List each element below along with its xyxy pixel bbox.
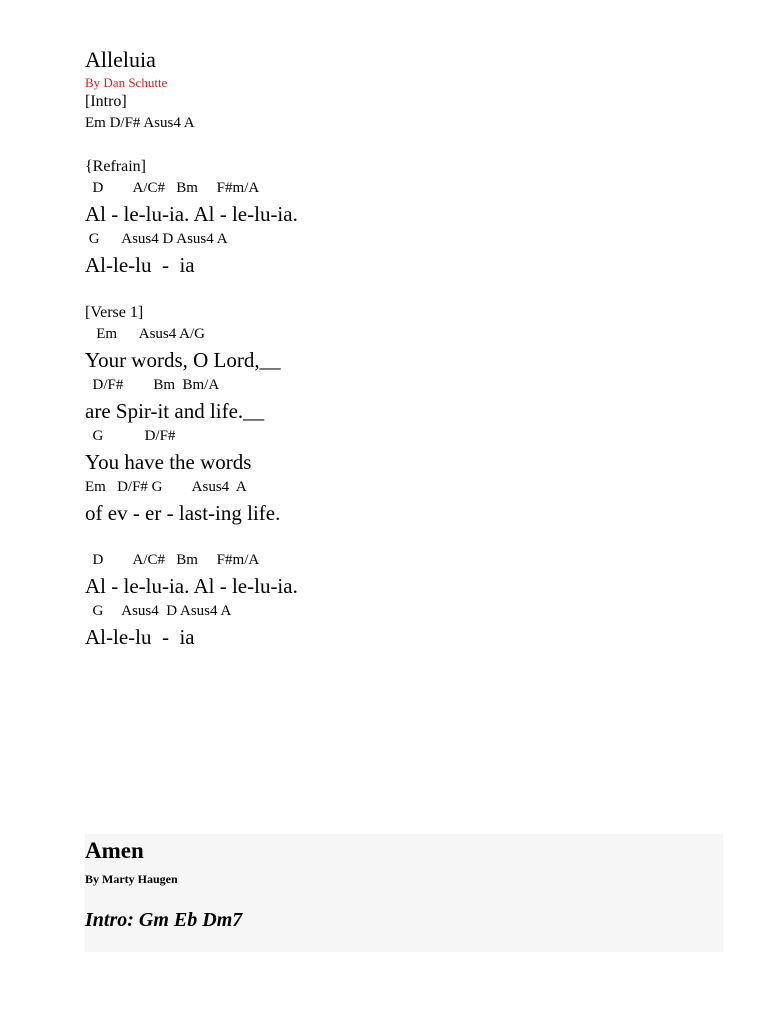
intro-label: [Intro] bbox=[85, 93, 127, 110]
refrain-chord-line: G Asus4 D Asus4 A bbox=[85, 231, 228, 247]
refrain-repeat-lyric-line: Al - le-lu-ia. Al - le-lu-ia. bbox=[85, 574, 298, 598]
section-gap bbox=[85, 280, 725, 302]
amen-author: By Marty Haugen bbox=[85, 872, 178, 886]
amen-intro-chords: Intro: Gm Eb Dm7 bbox=[85, 909, 243, 931]
verse-lyric-line: are Spir-it and life.__ bbox=[85, 399, 265, 423]
verse-lyric-line: You have the words bbox=[85, 450, 252, 474]
refrain-repeat-chord-line: D A/C# Bm F#m/A bbox=[85, 552, 260, 568]
song-sheet-amen bbox=[85, 834, 723, 952]
refrain-repeat-lyric-line: Al-le-lu - ia bbox=[85, 625, 195, 649]
verse-lyric-line: of ev - er - last-ing life. bbox=[85, 501, 281, 525]
refrain-repeat-chord-line: G Asus4 D Asus4 A bbox=[85, 603, 232, 619]
verse-chord-line: Em D/F# G Asus4 A bbox=[85, 479, 247, 495]
section-gap bbox=[85, 134, 725, 156]
song-title: Alleluia bbox=[85, 47, 156, 72]
intro-chords: Em D/F# Asus4 A bbox=[85, 115, 195, 131]
amen-title: Amen bbox=[85, 838, 144, 863]
refrain-label: {Refrain] bbox=[85, 158, 146, 175]
refrain-lyric-line: Al-le-lu - ia bbox=[85, 253, 195, 277]
verse-label: [Verse 1] bbox=[85, 304, 144, 321]
song-author: By Dan Schutte bbox=[85, 75, 168, 90]
verse-chord-line: G D/F# bbox=[85, 428, 176, 444]
refrain-chord-line: D A/C# Bm F#m/A bbox=[85, 180, 260, 196]
refrain-lyric-line: Al - le-lu-ia. Al - le-lu-ia. bbox=[85, 202, 298, 226]
verse-chord-line: D/F# Bm Bm/A bbox=[85, 377, 220, 393]
section-gap bbox=[85, 528, 725, 550]
verse-chord-line: Em Asus4 A/G bbox=[85, 326, 206, 342]
verse-lyric-line: Your words, O Lord,__ bbox=[85, 348, 281, 372]
song-sheet-alleluia bbox=[85, 46, 725, 652]
